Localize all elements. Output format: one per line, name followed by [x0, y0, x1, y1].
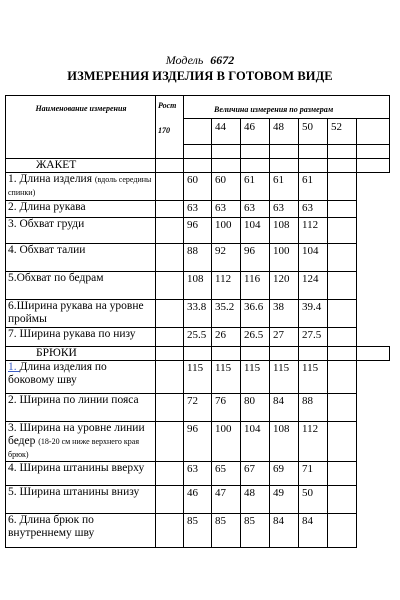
value-cell: 38 [270, 300, 299, 328]
table-row [6, 422, 390, 462]
measurement-note: (вдоль середины спинки) [8, 175, 152, 197]
table-row [6, 328, 390, 347]
value-cell: 112 [299, 422, 328, 462]
blank-cell [212, 145, 241, 159]
row-number-mark: 1. [8, 361, 20, 373]
measurement-name [6, 422, 156, 462]
measurement-label: 4. Обхват талии [8, 244, 86, 256]
value-cell: 96 [184, 218, 212, 244]
value-cell: 69 [270, 462, 299, 486]
value-cell: 85 [184, 514, 212, 548]
blank-cell [156, 272, 184, 300]
value-cell: 115 [212, 361, 241, 394]
blank-cell [156, 201, 184, 218]
blank-cell [328, 486, 357, 514]
blank-cell [357, 119, 390, 145]
size-header-cell: 46 [241, 119, 270, 145]
value-cell: 80 [241, 394, 270, 422]
blank-cell [184, 347, 212, 361]
measurement-label: 3. Ширина на уровне линии бедер [8, 422, 145, 447]
value-cell: 49 [270, 486, 299, 514]
blank-cell [156, 159, 184, 173]
value-cell: 100 [270, 244, 299, 272]
measurement-label: 6. Длина брюк по внутреннему шву [8, 514, 95, 539]
blank-cell [328, 361, 357, 394]
measurement-label: 5.Обхват по бедрам [8, 272, 104, 284]
table-row [6, 394, 390, 422]
blank-cell [156, 173, 184, 201]
measurement-label: 2. Ширина по линии пояса [8, 394, 139, 406]
table-row [6, 486, 390, 514]
measurement-name [6, 218, 156, 244]
measurement-name [6, 201, 156, 218]
value-cell: 85 [241, 514, 270, 548]
measurement-label: 2. Длина рукава [8, 201, 86, 213]
value-cell: 63 [241, 201, 270, 218]
measurement-name [6, 244, 156, 272]
measurement-name [6, 328, 156, 347]
value-cell: 108 [270, 422, 299, 462]
value-cell: 92 [212, 244, 241, 272]
value-cell: 71 [299, 462, 328, 486]
blank-cell [328, 173, 357, 201]
blank-cell [299, 145, 328, 159]
blank-cell [212, 159, 241, 173]
value-cell: 108 [184, 272, 212, 300]
blank-cell [328, 394, 357, 422]
measurement-name [6, 361, 156, 394]
value-cell: 85 [212, 514, 241, 548]
value-cell: 88 [184, 244, 212, 272]
value-cell: 39.4 [299, 300, 328, 328]
blank-cell [357, 347, 390, 361]
measurement-name [6, 462, 156, 486]
value-cell: 96 [241, 244, 270, 272]
blank-cell [184, 145, 212, 159]
blank-cell [241, 347, 270, 361]
value-cell: 33.8 [184, 300, 212, 328]
table-row [6, 462, 390, 486]
measurement-name [6, 173, 156, 201]
blank-cell [156, 361, 184, 394]
column-header-sizes: Величина измерения по размерам [184, 96, 390, 119]
value-cell: 61 [299, 173, 328, 201]
value-cell: 26.5 [241, 328, 270, 347]
value-cell: 112 [299, 218, 328, 244]
column-header-height [156, 96, 184, 159]
blank-cell [328, 159, 357, 173]
measurement-name [6, 272, 156, 300]
blank-cell [156, 218, 184, 244]
value-cell: 115 [184, 361, 212, 394]
section-title: ЖАКЕТ [6, 159, 156, 173]
value-cell: 48 [241, 486, 270, 514]
value-cell: 63 [270, 201, 299, 218]
model-label: Модель [165, 53, 204, 67]
value-cell: 112 [212, 272, 241, 300]
blank-cell [156, 462, 184, 486]
blank-cell [156, 394, 184, 422]
value-cell: 50 [299, 486, 328, 514]
size-header-cell: 48 [270, 119, 299, 145]
header-row [6, 96, 390, 119]
value-cell: 47 [212, 486, 241, 514]
blank-cell [328, 514, 357, 548]
measurement-label: 7. Ширина рукава по низу [8, 328, 136, 340]
blank-cell [328, 244, 357, 272]
table-row [6, 244, 390, 272]
blank-cell [241, 145, 270, 159]
value-cell: 26 [212, 328, 241, 347]
blank-cell [241, 159, 270, 173]
measurement-label: 6.Ширина рукава на уровне проймы [8, 300, 144, 325]
value-cell: 84 [270, 514, 299, 548]
blank-cell [328, 145, 357, 159]
blank-cell [328, 300, 357, 328]
blank-cell [357, 145, 390, 159]
measurement-label: 5. Ширина штанины внизу [8, 486, 140, 498]
blank-cell [156, 328, 184, 347]
table-row [6, 201, 390, 218]
blank-cell [156, 347, 184, 361]
measurement-label: 1. Длина изделия [8, 173, 92, 185]
value-cell: 104 [299, 244, 328, 272]
table-row [6, 514, 390, 548]
table-row [6, 218, 390, 244]
section-row [6, 159, 390, 173]
measurement-name [6, 394, 156, 422]
value-cell: 63 [299, 201, 328, 218]
blank-cell [156, 422, 184, 462]
blank-cell [270, 145, 299, 159]
blank-cell [156, 300, 184, 328]
measurement-label: 4. Ширина штанины вверху [8, 462, 145, 474]
value-cell: 63 [184, 201, 212, 218]
blank-cell [184, 159, 212, 173]
value-cell: 88 [299, 394, 328, 422]
blank-cell [328, 422, 357, 462]
blank-cell [156, 244, 184, 272]
table-row [6, 173, 390, 201]
value-cell: 115 [299, 361, 328, 394]
blank-cell [212, 347, 241, 361]
blank-cell [328, 462, 357, 486]
blank-cell [156, 486, 184, 514]
column-header-name: Наименование измерения [6, 96, 156, 159]
blank-cell [270, 347, 299, 361]
value-cell: 65 [212, 462, 241, 486]
value-cell: 124 [299, 272, 328, 300]
model-number: 6672 [210, 53, 235, 67]
blank-cell [299, 347, 328, 361]
blank-cell [328, 218, 357, 244]
height-value: 170 [158, 126, 170, 135]
blank-cell [357, 159, 390, 173]
value-cell: 60 [212, 173, 241, 201]
value-cell: 104 [241, 218, 270, 244]
value-cell: 100 [212, 218, 241, 244]
value-cell: 96 [184, 422, 212, 462]
measurement-note: (18-20 см ниже верхнего края брюк) [8, 437, 140, 459]
model-line [0, 53, 400, 68]
value-cell: 60 [184, 173, 212, 201]
value-cell: 108 [270, 218, 299, 244]
measurement-label: 3. Обхват груди [8, 218, 85, 230]
value-cell: 115 [241, 361, 270, 394]
value-cell: 104 [241, 422, 270, 462]
measurements-table [5, 95, 390, 548]
blank-cell [328, 272, 357, 300]
value-cell: 115 [270, 361, 299, 394]
height-label: Рост [158, 101, 177, 110]
measurement-name [6, 300, 156, 328]
blank-cell [328, 347, 357, 361]
measurement-label: Длина изделия по боковому шву [8, 361, 107, 386]
page-title: ИЗМЕРЕНИЯ ИЗДЕЛИЯ В ГОТОВОМ ВИДЕ [67, 69, 333, 83]
table-row [6, 272, 390, 300]
value-cell: 67 [241, 462, 270, 486]
value-cell: 72 [184, 394, 212, 422]
value-cell: 27 [270, 328, 299, 347]
value-cell: 63 [212, 201, 241, 218]
blank-cell [270, 159, 299, 173]
blank-cell [328, 201, 357, 218]
table-body [6, 96, 390, 548]
blank-cell [184, 119, 212, 145]
value-cell: 76 [212, 394, 241, 422]
section-row [6, 347, 390, 361]
value-cell: 120 [270, 272, 299, 300]
value-cell: 84 [270, 394, 299, 422]
value-cell: 63 [184, 462, 212, 486]
value-cell: 61 [270, 173, 299, 201]
value-cell: 46 [184, 486, 212, 514]
measurement-name [6, 514, 156, 548]
value-cell: 61 [241, 173, 270, 201]
size-header-cell: 52 [328, 119, 357, 145]
value-cell: 116 [241, 272, 270, 300]
blank-cell [156, 514, 184, 548]
size-header-cell: 44 [212, 119, 241, 145]
value-cell: 35.2 [212, 300, 241, 328]
value-cell: 25.5 [184, 328, 212, 347]
table-row [6, 361, 390, 394]
size-header-cell: 50 [299, 119, 328, 145]
value-cell: 100 [212, 422, 241, 462]
table-row [6, 300, 390, 328]
value-cell: 27.5 [299, 328, 328, 347]
blank-cell [299, 159, 328, 173]
section-title: БРЮКИ [6, 347, 156, 361]
blank-cell [328, 328, 357, 347]
value-cell: 84 [299, 514, 328, 548]
value-cell: 36.6 [241, 300, 270, 328]
measurement-name [6, 486, 156, 514]
